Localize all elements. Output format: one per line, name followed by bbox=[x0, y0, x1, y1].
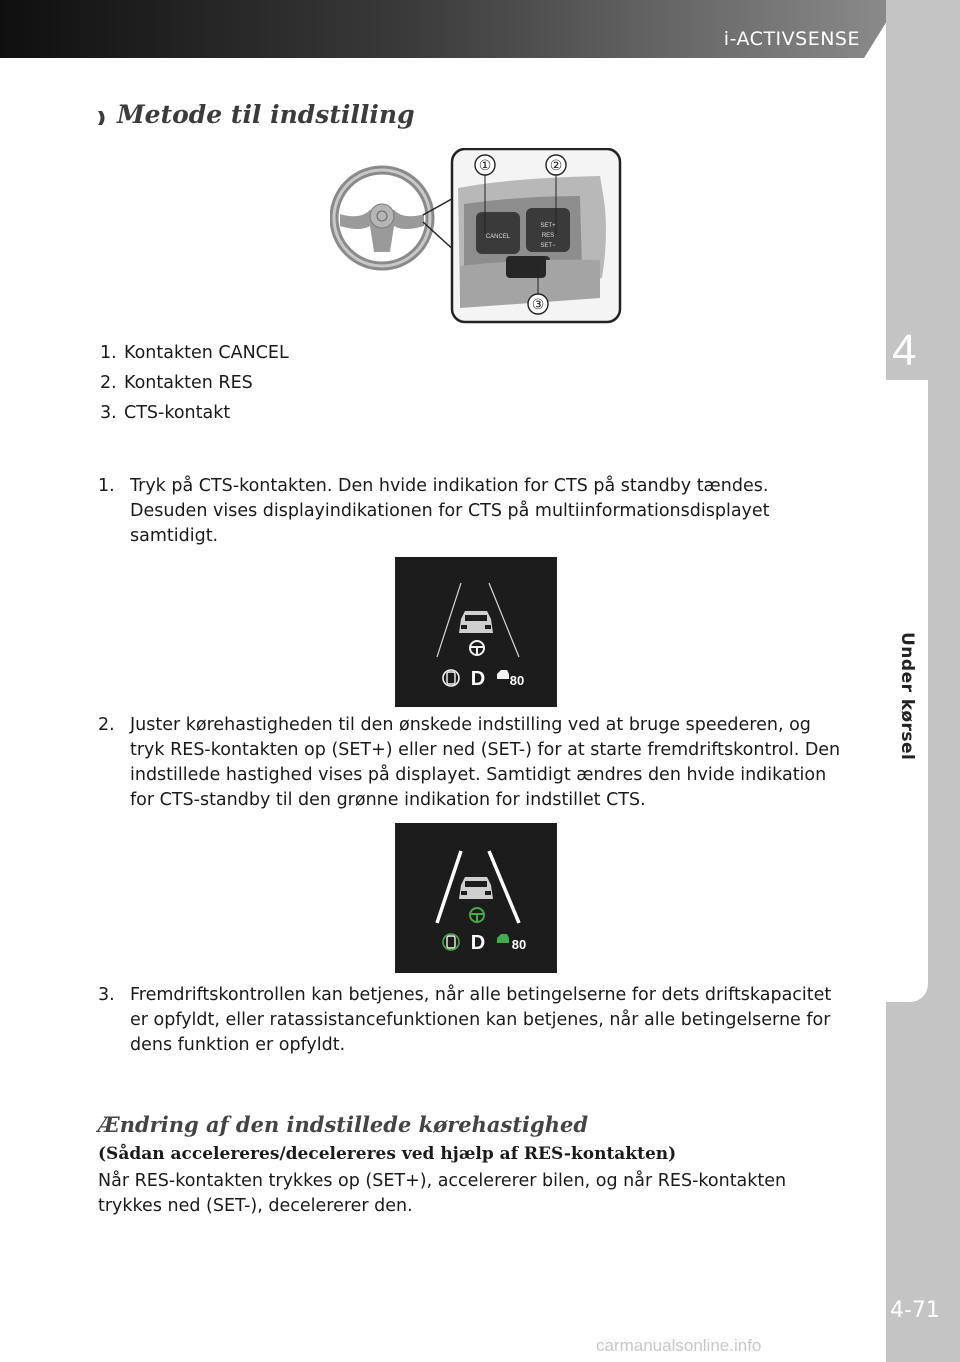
subsection-title: Ændring af den indstillede kørehastighed bbox=[98, 1112, 589, 1137]
subsection-subtitle: (Sådan accelereres/decelereres ved hjælp af RES-kontakten) bbox=[98, 1144, 677, 1164]
svg-text:RES: RES bbox=[541, 233, 555, 239]
list-item: 3. CTS-kontakt bbox=[100, 403, 231, 423]
chapter-label: Under kørsel bbox=[897, 632, 917, 761]
cts-standby-display bbox=[395, 557, 557, 707]
list-item: 1. Kontakten CANCEL bbox=[100, 343, 289, 363]
diagram-legend bbox=[100, 338, 289, 428]
list-item: 2. Kontakten RES bbox=[100, 373, 253, 393]
car-icon bbox=[459, 611, 493, 633]
header-title: i-ACTIVSENSE bbox=[723, 28, 860, 50]
step-1: 1. Tryk på CTS-kontakten. Den hvide indikation for CTS på standby tændes. Desuden vises displayindikationen for CTS på multiinformationsdisplayet samtidigt. bbox=[98, 476, 770, 546]
steering-wheel-icon bbox=[334, 170, 430, 266]
set-speed: 80 bbox=[511, 937, 527, 952]
step-3: 3. Fremdriftskontrollen kan betjenes, når alle betingelserne for dets driftskapacitet er opfyldt, eller ratassistancefunktionen kan betjenes, når alle betingelserne for dens funktion er opfyldt. bbox=[98, 985, 832, 1055]
steering-wheel-diagram bbox=[330, 148, 622, 324]
section-marker-icon bbox=[98, 111, 107, 125]
switch-closeup bbox=[458, 176, 606, 308]
cts-set-display bbox=[395, 823, 557, 973]
svg-text:SET−: SET− bbox=[540, 243, 556, 249]
callout-1: ① bbox=[478, 158, 492, 174]
callout-2: ② bbox=[549, 158, 563, 174]
watermark: carmanualsonline.info bbox=[596, 1336, 762, 1355]
step-2: 2. Juster kørehastigheden til den ønskede indstilling ved at bruge speederen, og tryk RES-kontakten op (SET+) eller ned (SET-) for at starte fremdriftskontrol. Den indstillede hastighed vises på displayet. Samtidigt ændres den hvide indikation for CTS-standby til den grønne indikation for indstillet CTS. bbox=[98, 715, 841, 810]
section-title: Metode til indstilling bbox=[117, 100, 415, 129]
car-icon bbox=[459, 877, 493, 899]
svg-text:CANCEL: CANCEL bbox=[485, 234, 511, 240]
gear-indicator: D bbox=[470, 668, 486, 690]
gear-indicator: D bbox=[470, 932, 486, 954]
set-speed: 80 bbox=[509, 673, 525, 688]
subsection-text: Når RES-kontakten trykkes op (SET+), accelererer bilen, og når RES-kontakten trykkes ned (SET-), decelererer den. bbox=[98, 1171, 787, 1216]
chapter-number: 4 bbox=[892, 326, 917, 375]
svg-text:SET+: SET+ bbox=[540, 223, 556, 229]
callout-3: ③ bbox=[531, 297, 545, 313]
page-number: 4-71 bbox=[890, 1298, 940, 1323]
